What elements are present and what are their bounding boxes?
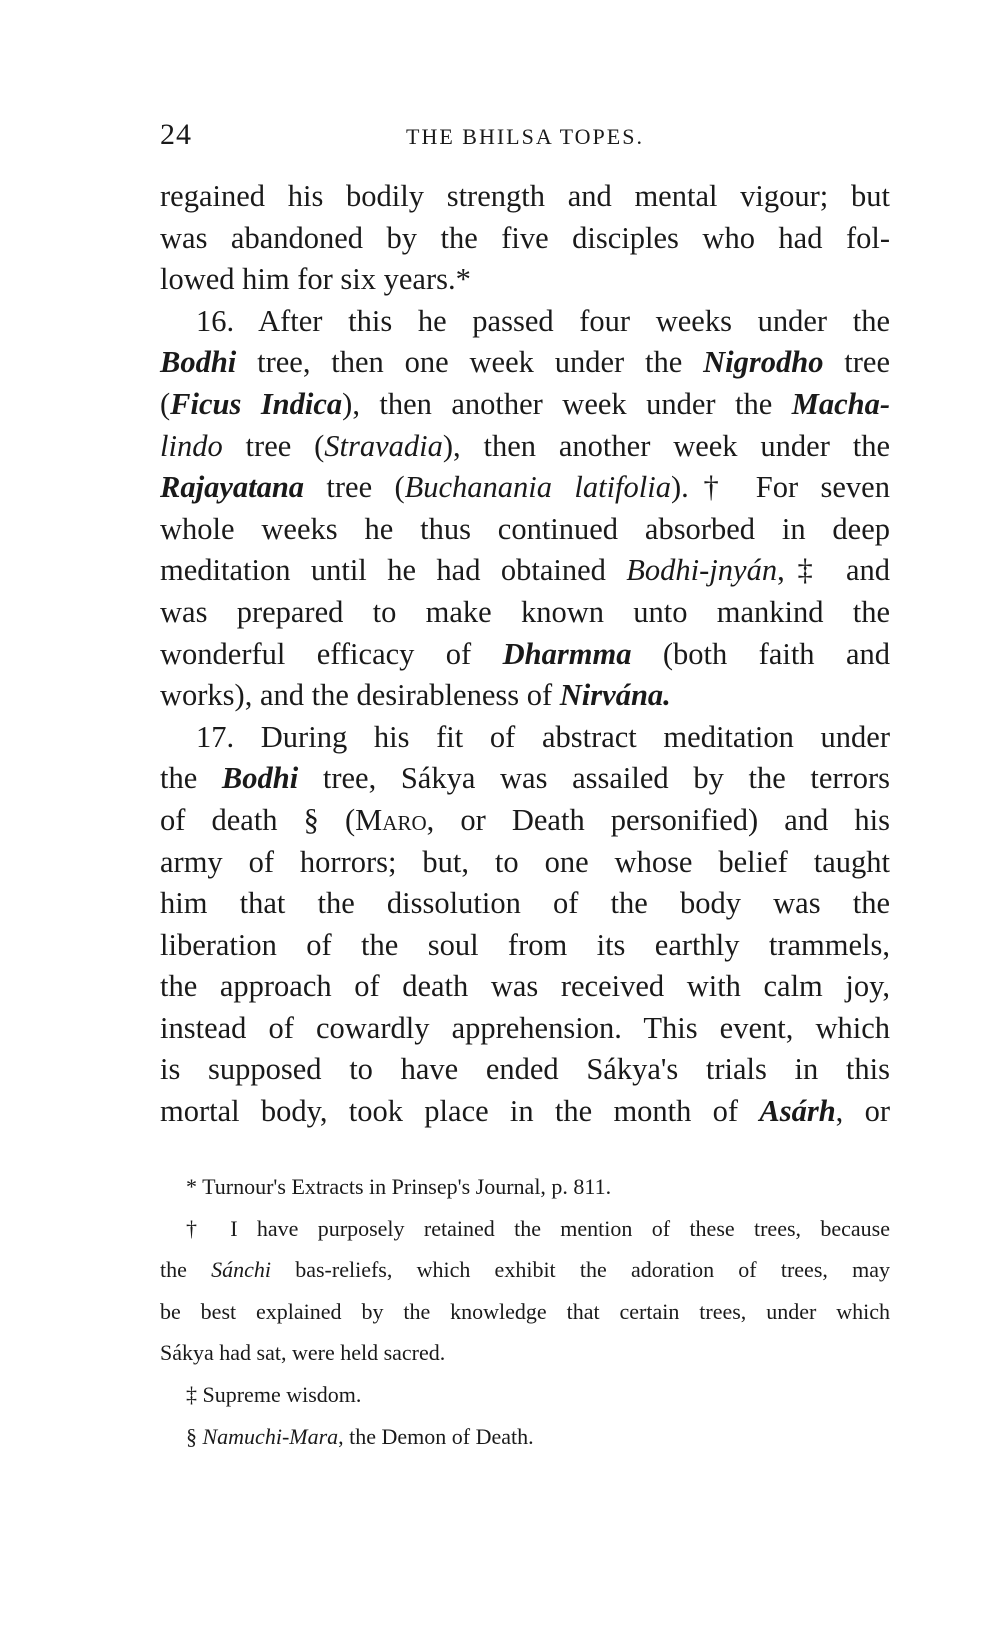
footnote-3: ‡ Supreme wisdom. (186, 1381, 362, 1407)
text-line: meditation until he had obtained Bodhi-jnyán,‡ and (160, 553, 890, 588)
text-line: wonderful efficacy of Dharmma (both faith and (160, 636, 890, 671)
emphasis: Sánchi (211, 1257, 271, 1283)
emphasis: Stravadia (324, 428, 443, 463)
small-caps: Maro (355, 802, 427, 837)
text-line: (Ficus Indica), then another week under the Macha- (160, 386, 891, 421)
emphasis: Bodhi (160, 345, 237, 380)
text-line: regained his bodily strength and mental vigour; but (160, 179, 890, 213)
text-line: instead of cowardly apprehension. This event, which (160, 1010, 890, 1045)
page-number: 24 (160, 118, 192, 151)
emphasis: Bodhi (221, 761, 299, 796)
paragraph-16-start: 16. After this he passed four weeks under the (196, 303, 890, 338)
text-line: liberation of the soul from its earthly trammels, (160, 927, 890, 962)
body-text (160, 176, 890, 1133)
paragraph-17-start: 17. During his fit of abstract meditation under (196, 719, 890, 754)
text-line: the approach of death was received with calm joy, (160, 969, 890, 1004)
footnotes (160, 1170, 890, 1461)
text-line: mortal body, took place in the month of Asárh, or (160, 1094, 890, 1129)
footnote-line: the Sánchi bas-reliefs, which exhibit the adoration of trees, may (160, 1257, 890, 1283)
text-line: army of horrors; but, to one whose belief taught (160, 844, 890, 879)
footnote-line: be best explained by the knowledge that certain trees, under which (160, 1298, 890, 1324)
text-line: was abandoned by the five disciples who had fol- (160, 220, 890, 255)
emphasis: Asárh (759, 1094, 836, 1129)
emphasis: Nigrodho (703, 345, 824, 380)
footnote-1: * Turnour's Extracts in Prinsep's Journal, p. 811. (186, 1174, 612, 1199)
footnote-2: † I have purposely retained the mention of these trees, because (186, 1215, 890, 1241)
emphasis: Ficus Indica (170, 386, 343, 421)
text-line: lowed him for six years.* (160, 262, 471, 297)
text-line: whole weeks he thus continued absorbed in deep (160, 511, 890, 546)
text-line: of death § (Maro, or Death personified) and his (160, 802, 890, 837)
footnote-4: § Namuchi-Mara, the Demon of Death. (186, 1423, 534, 1449)
text-line: was prepared to make known unto mankind the (160, 594, 890, 629)
emphasis: Bodhi-jnyán (626, 553, 778, 588)
emphasis: Namuchi-Mara (202, 1423, 339, 1449)
text-line: Bodhi tree, then one week under the Nigrodho tree (160, 345, 890, 380)
text-line: him that the dissolution of the body was the (160, 886, 890, 921)
text-line: Rajayatana tree (Buchanania latifolia).† For seven (160, 470, 890, 505)
text-line: works), and the desirableness of Nirvána. (160, 678, 671, 713)
running-title: THE BHILSA TOPES. (406, 124, 644, 149)
text-line: lindo tree (Stravadia), then another week under the (160, 428, 890, 463)
text-line: the Bodhi tree, Sákya was assailed by the terrors (160, 761, 890, 796)
footnote-line: Sákya had sat, were held sacred. (160, 1340, 446, 1366)
emphasis: lindo (160, 428, 223, 463)
text-line: is supposed to have ended Sákya's trials in this (160, 1052, 890, 1087)
emphasis: Rajayatana (160, 470, 305, 505)
emphasis: Macha- (791, 386, 891, 421)
emphasis: Buchanania latifolia (404, 470, 671, 505)
page-header (160, 118, 890, 158)
emphasis: Dharmma (502, 636, 632, 671)
emphasis: Nirvána. (559, 678, 671, 713)
